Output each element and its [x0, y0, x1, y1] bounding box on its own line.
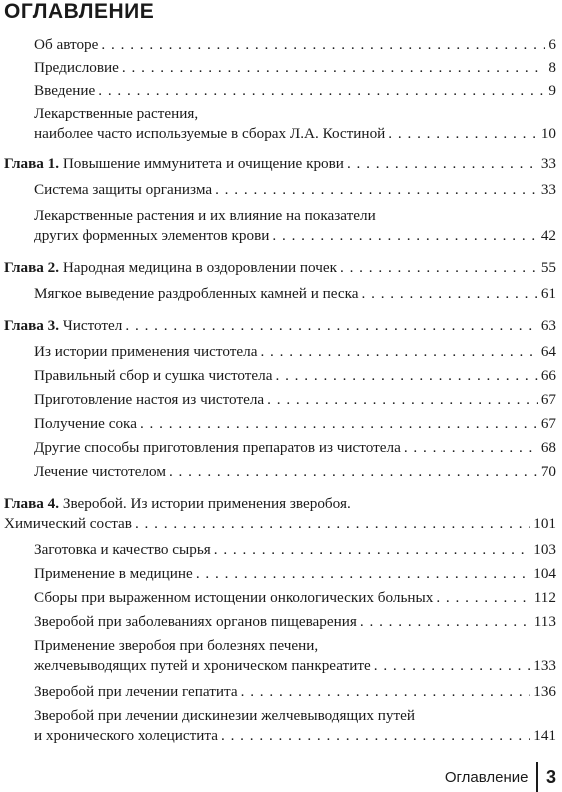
toc-chapter-entry[interactable]	[4, 258, 556, 278]
toc-entry-title: Получение сока	[34, 415, 137, 432]
leader-dots	[241, 682, 531, 702]
toc-entry-title: Зверобой при лечении гепатита	[34, 683, 238, 700]
leader-dots	[360, 612, 531, 632]
leader-dots	[122, 58, 545, 78]
toc-entry-title: Народная медицина в оздоровлении почек	[62, 259, 337, 276]
toc-entry-title-line: Зверобой. Из истории применения зверобоя.	[62, 495, 351, 512]
chapter-label: Глава 1.	[4, 155, 60, 172]
toc-entry[interactable]	[34, 342, 556, 362]
toc-page-number: 101	[533, 515, 556, 532]
leader-dots	[169, 462, 538, 482]
toc-chapter-entry[interactable]	[4, 494, 556, 534]
toc-entry-title: Мягкое выведение раздробленных камней и песка	[34, 285, 359, 302]
chapter-label: Глава 3.	[4, 317, 60, 334]
toc-entry[interactable]	[34, 682, 556, 702]
toc-entry-title: Лечение чистотелом	[34, 463, 166, 480]
toc-entry-title-line: Применение зверобоя при болезнях печени,	[34, 637, 319, 654]
toc-page-number: 113	[533, 613, 556, 630]
chapter-label: Глава 2.	[4, 259, 60, 276]
leader-dots	[260, 342, 537, 362]
leader-dots	[275, 366, 537, 386]
toc-page-number: 61	[540, 285, 556, 302]
leader-dots	[340, 258, 538, 278]
toc-page-number: 55	[540, 259, 556, 276]
toc-entry-title-line: Зверобой при лечении дискинезии желчевыводящих путей	[34, 707, 415, 724]
leader-dots	[388, 124, 538, 144]
toc-page-number: 136	[533, 683, 556, 700]
leader-dots	[140, 414, 538, 434]
toc-page-number: 67	[540, 391, 556, 408]
toc-entry[interactable]	[34, 284, 556, 304]
leader-dots	[98, 81, 545, 101]
toc-page-number: 33	[540, 181, 556, 198]
toc-entry-title: других форменных элементов крови	[34, 227, 270, 244]
toc-page-number: 141	[533, 727, 556, 744]
toc-entry[interactable]	[34, 35, 556, 55]
toc-entry-title: Другие способы приготовления препаратов из чистотела	[34, 439, 401, 456]
leader-dots	[347, 154, 538, 174]
toc-entry-title: желчевыводящих путей и хроническом панкреатите	[34, 657, 371, 674]
toc-page-number: 63	[540, 317, 556, 334]
toc-entry-title: Система защиты организма	[34, 181, 213, 198]
toc-entry-title: Из истории применения чистотела	[34, 343, 258, 360]
toc-page-number: 133	[533, 657, 556, 674]
page-footer	[445, 762, 556, 792]
toc-page-number: 33	[540, 155, 556, 172]
toc-entry[interactable]	[34, 462, 556, 482]
toc-entry[interactable]	[34, 58, 556, 78]
toc-entry[interactable]	[34, 180, 556, 200]
leader-dots	[215, 180, 538, 200]
leader-dots	[362, 284, 538, 304]
toc-entry-title: Приготовление настоя из чистотела	[34, 391, 265, 408]
toc-entry-title: Повышение иммунитета и очищение крови	[62, 155, 344, 172]
toc-entry-title: Об авторе	[34, 36, 99, 53]
toc-page-number: 70	[540, 463, 556, 480]
toc-page-number: 104	[533, 565, 556, 582]
toc-entry[interactable]	[34, 438, 556, 458]
footer-divider	[536, 762, 538, 792]
toc-entry[interactable]	[34, 206, 556, 246]
leader-dots	[125, 316, 537, 336]
leader-dots	[221, 726, 530, 746]
toc-page-number: 67	[540, 415, 556, 432]
toc-entry[interactable]	[34, 636, 556, 676]
page-heading: ОГЛАВЛЕНИЕ	[4, 0, 155, 23]
toc-entry[interactable]	[34, 612, 556, 632]
toc-entry-title: Химический состав	[4, 515, 132, 532]
toc-entry-title: Чистотел	[62, 317, 123, 334]
leader-dots	[374, 656, 531, 676]
page-number: 3	[545, 766, 556, 787]
toc-entry[interactable]	[34, 414, 556, 434]
toc-page-number: 103	[533, 541, 556, 558]
toc-entry[interactable]	[34, 540, 556, 560]
toc-page-number: 64	[540, 343, 556, 360]
leader-dots	[135, 514, 530, 534]
toc-entry-title: Предисловие	[34, 59, 119, 76]
toc-chapter-entry[interactable]	[4, 316, 556, 336]
toc-entry[interactable]	[34, 366, 556, 386]
toc-page-number: 42	[540, 227, 556, 244]
toc-page-number: 9	[548, 82, 556, 99]
leader-dots	[196, 564, 530, 584]
running-footer-title: Оглавление	[444, 768, 529, 786]
toc-entry-title: Зверобой при заболеваниях органов пищеварения	[34, 613, 357, 630]
leader-dots	[272, 226, 537, 246]
toc-entry-title: Применение в медицине	[34, 565, 193, 582]
toc-page-number: 10	[540, 125, 556, 142]
toc-page-number: 66	[540, 367, 556, 384]
toc-entry[interactable]	[34, 81, 556, 101]
toc-entry-title: и хронического холецистита	[34, 727, 218, 744]
toc-entry[interactable]	[34, 588, 556, 608]
chapter-label: Глава 4.	[4, 495, 60, 512]
leader-dots	[436, 588, 530, 608]
toc-chapter-entry[interactable]	[4, 154, 556, 174]
toc-entry-title: Введение	[34, 82, 96, 99]
toc-entry[interactable]	[34, 390, 556, 410]
toc-entry-title-line: Лекарственные растения и их влияние на показатели	[34, 207, 376, 224]
toc-entry-title-line: Лекарственные растения,	[34, 105, 199, 122]
toc-entry-title: Заготовка и качество сырья	[34, 541, 211, 558]
toc-page-number: 8	[548, 59, 556, 76]
toc-page-number: 68	[540, 439, 556, 456]
toc-page-number: 112	[533, 589, 556, 606]
toc-entry-title: Сборы при выраженном истощении онкологических больных	[34, 589, 434, 606]
leader-dots	[101, 35, 545, 55]
toc-entry-title: Правильный сбор и сушка чистотела	[34, 367, 273, 384]
toc-entry[interactable]	[34, 564, 556, 584]
toc-page-number: 6	[548, 36, 556, 53]
toc-entry[interactable]	[34, 706, 556, 746]
toc-entry[interactable]	[34, 104, 556, 144]
leader-dots	[404, 438, 538, 458]
leader-dots	[267, 390, 538, 410]
toc-entry-title: наиболее часто используемые в сборах Л.А. Костиной	[34, 125, 386, 142]
leader-dots	[214, 540, 530, 560]
